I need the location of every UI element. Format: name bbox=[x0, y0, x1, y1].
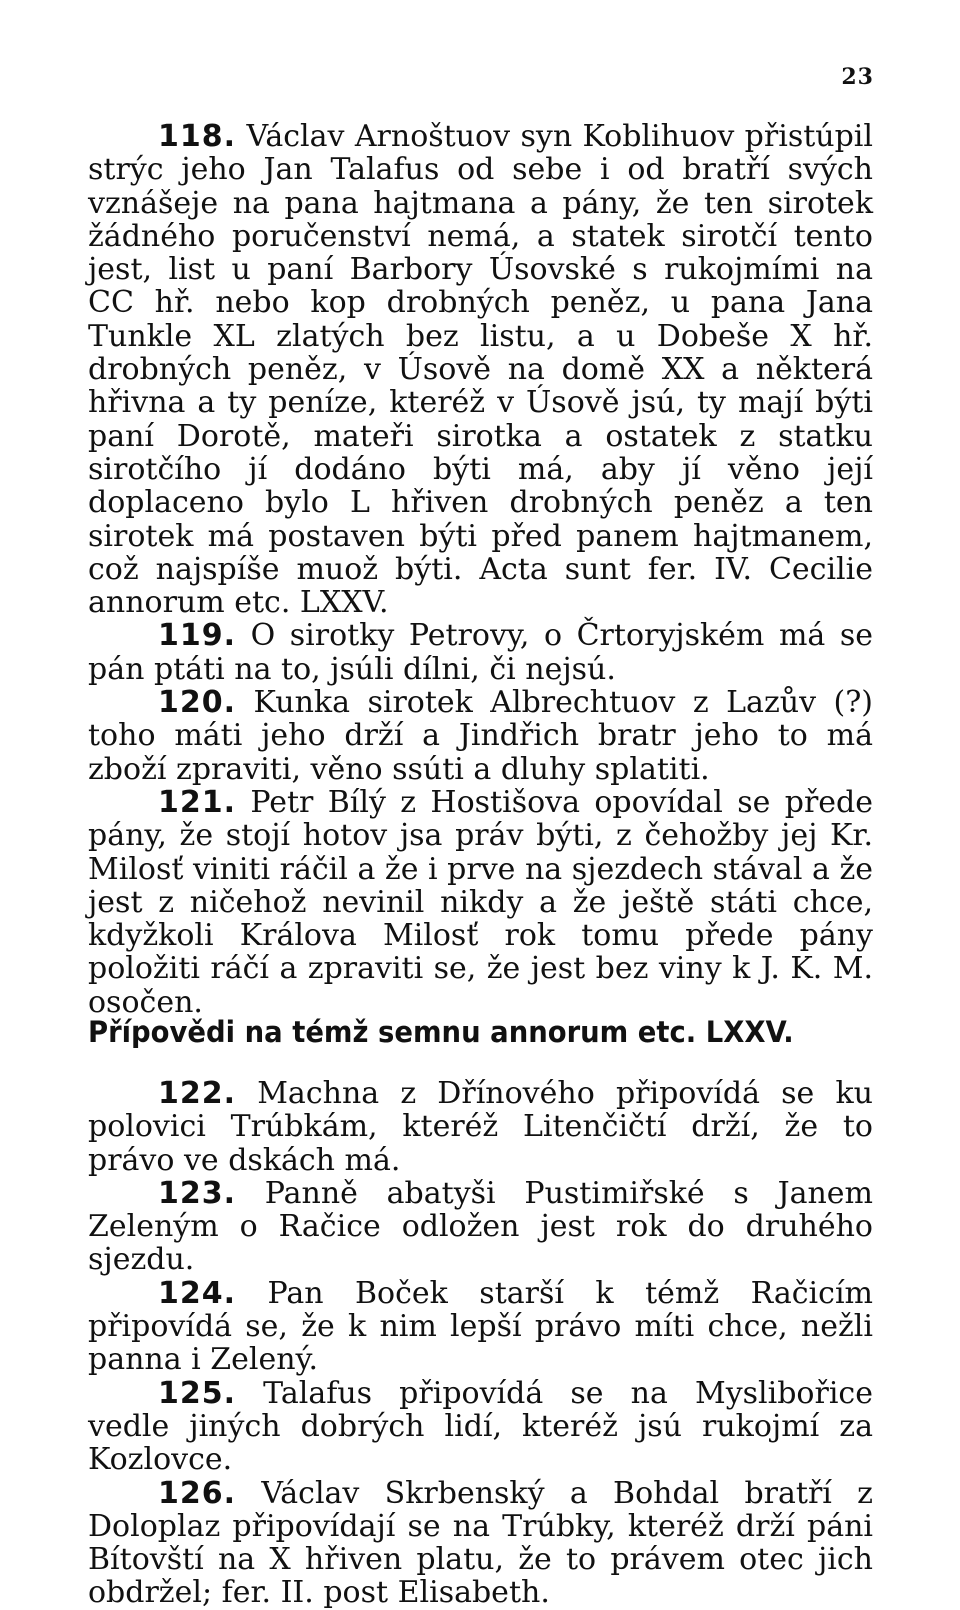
entry-123 bbox=[88, 1177, 873, 1277]
entry-124 bbox=[88, 1277, 873, 1377]
entry-text: Kunka sirotek Albrechtuov z Lazův (?) toho máti jeho drží a Jindřich bratr jeho to má zboží zpraviti, věno ssúti a dluhy splatiti. bbox=[88, 685, 873, 787]
entry-number: 123. bbox=[158, 1175, 237, 1211]
entry-text: Machna z Dřínového připovídá se ku polovici Trúbkám, kteréž Litenčičtí drží, že to právo ve dskách má. bbox=[88, 1076, 873, 1178]
entry-number: 122. bbox=[158, 1076, 237, 1111]
entry-number: 119. bbox=[158, 618, 237, 654]
section-heading: Přípovědi na témž semnu annorum etc. LXXV. bbox=[88, 1015, 794, 1049]
entry-number: 120. bbox=[158, 685, 237, 721]
entry-text: O sirotky Petrovy, o Črtoryjském má se pán ptáti na to, jsúli dílni, či nejsú. bbox=[88, 618, 873, 687]
entry-number: 126. bbox=[158, 1475, 237, 1511]
entry-number: 121. bbox=[158, 784, 237, 820]
entry-118 bbox=[88, 120, 873, 619]
entry-122 bbox=[88, 1077, 873, 1177]
entry-number: 124. bbox=[158, 1275, 237, 1311]
entry-126 bbox=[88, 1477, 873, 1610]
entry-text: Panně abatyši Pustimiřské s Janem Zeleným o Račice odložen jest rok do druhého sjezdu. bbox=[88, 1175, 873, 1278]
entry-121 bbox=[88, 786, 873, 1019]
entries-top bbox=[88, 120, 873, 1019]
entry-text: Václav Arnoštuov syn Koblihuov přistúpil strýc jeho Jan Talafus od sebe i od bratří svých vznášeje na pana hajtmana a pány, že ten sirotek žádného poručenství nemá, a statek sirotčí tento jest, list u paní Barbory Úsovské s rukojmími na CC hř. nebo kop drobných peněz, u pana Jana Tunkle XL zlatých bez listu, a u Dobeše X hř. drobných peněz, v Úsově na domě XX a některá hřivna a ty peníze, kteréž v Úsově jsú, ty mají býti paní Dorotě, mateři sirotka a ostatek z statku sirotčího jí dodáno býti má, aby jí věno její doplaceno bylo L hřiven drobných peněz a ten sirotek má postaven býti před panem hajtmanem, což najspíše muož býti. Acta sunt fer. IV. Cecilie annorum etc. LXXV. bbox=[88, 119, 873, 621]
entry-text: Petr Bílý z Hostišova opovídal se přede pány, že stojí hotov jsa práv býti, z čehožby jej Kr. Milosť viniti ráčil a že i prve na sjezdech stával a že jest z ničehož nevinil nikdy a že ještě státi chce, kdyžkoli Králova Milosť rok tomu přede pány položiti ráčí a zpraviti se, že jest bez viny k J. K. M. osočen. bbox=[88, 784, 873, 1020]
entry-120 bbox=[88, 686, 873, 786]
entry-number: 125. bbox=[158, 1375, 237, 1411]
entry-119 bbox=[88, 619, 873, 686]
entry-125 bbox=[88, 1377, 873, 1477]
entry-text: Václav Skrbenský a Bohdal bratří z Doloplaz připovídají se na Trúbky, kteréž drží páni Bítovští na X hřiven platu, že to právem otec jich obdržel; fer. II. post Elisabeth. bbox=[88, 1475, 873, 1610]
entry-text: Pan Boček starší k témž Račicím připovídá se, že k nim lepší právo míti chce, nežli panna i Zelený. bbox=[88, 1275, 873, 1378]
entry-text: Talafus připovídá se na Myslibořice vedle jiných dobrých lidí, kteréž jsú rukojmí za Kozlovce. bbox=[88, 1375, 873, 1478]
entry-number: 118. bbox=[158, 119, 237, 154]
page-number: 23 bbox=[841, 64, 874, 90]
entries-bottom bbox=[88, 1077, 873, 1610]
